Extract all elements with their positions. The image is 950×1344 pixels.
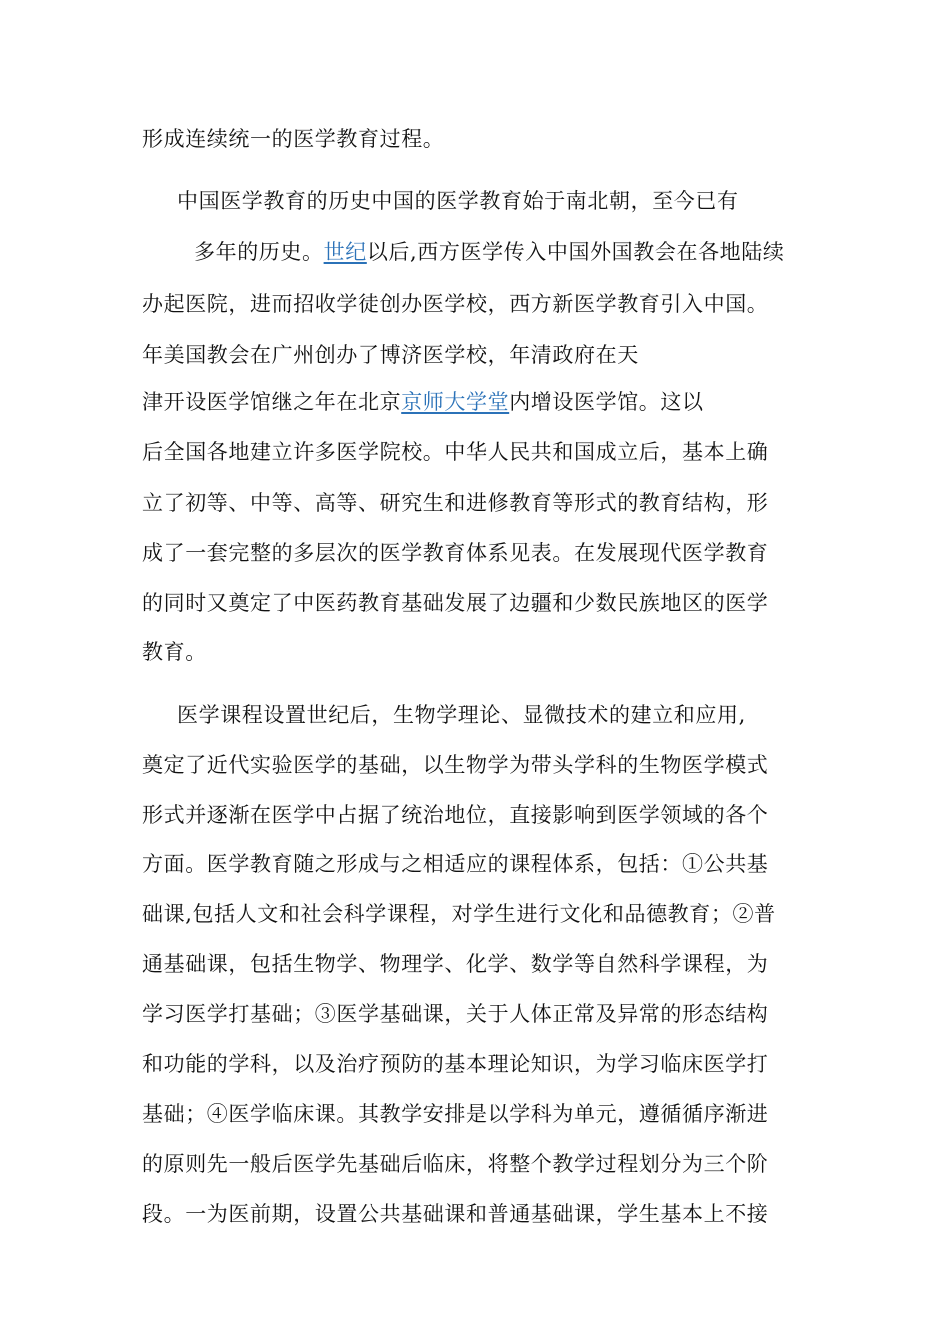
paragraph-2-line-2 [194, 238, 785, 266]
paragraph-2-line-5-text-b: 内增设医学馆。这以 [509, 390, 704, 414]
paragraph-3-line-7: 学习医学打基础；③医学基础课，关于人体正常及异常的形态结构 [142, 1002, 769, 1026]
paragraph-3-line-10: 的原则先一般后医学先基础后临床，将整个教学过程划分为三个阶 [142, 1152, 769, 1176]
paragraph-3-line-8: 和功能的学科，以及治疗预防的基本理论知识，为学习临床医学打 [142, 1052, 769, 1076]
paragraph-2-line-4: 年美国教会在广州创办了博济医学校，年清政府在天 [142, 343, 639, 367]
paragraph-3-line-6: 通基础课，包括生物学、物理学、化学、数学等自然科学课程，为 [142, 952, 769, 976]
paragraph-3-line-2: 奠定了近代实验医学的基础，以生物学为带头学科的生物医学模式 [142, 753, 769, 777]
paragraph-3-line-5: 础课,包括人文和社会科学课程，对学生进行文化和品德教育；②普 [142, 902, 776, 926]
link-century[interactable]: 世纪 [323, 240, 367, 264]
paragraph-2-line-2-text-b: 以后,西方医学传入中国外国教会在各地陆续 [366, 240, 785, 264]
paragraph-2-line-8: 成了一套完整的多层次的医学教育体系见表。在发展现代医学教育 [142, 541, 769, 565]
paragraph-2-line-10: 教育。 [142, 640, 207, 664]
paragraph-3-line-9: 基础；④医学临床课。其教学安排是以学科为单元，遵循循序渐进 [142, 1102, 769, 1126]
paragraph-2-line-2-text-a: 多年的历史。 [194, 240, 324, 264]
paragraph-3-line-11: 段。一为医前期，设置公共基础课和普通基础课，学生基本上不接 [142, 1202, 769, 1226]
paragraph-2-line-6: 后全国各地建立许多医学院校。中华人民共和国成立后，基本上确 [142, 440, 769, 464]
link-jingshi-university[interactable]: 京师大学堂 [401, 390, 510, 414]
paragraph-2-line-1: 中国医学教育的历史中国的医学教育始于南北朝，至今已有 [177, 189, 739, 213]
paragraph-2-line-5 [142, 388, 704, 416]
paragraph-3-line-1: 医学课程设置世纪后，生物学理论、显微技术的建立和应用, [177, 703, 746, 727]
paragraph-2-line-9: 的同时又奠定了中医药教育基础发展了边疆和少数民族地区的医学 [142, 591, 769, 615]
paragraph-2-line-7: 立了初等、中等、高等、研究生和进修教育等形式的教育结构，形 [142, 491, 769, 515]
paragraph-1-line-1: 形成连续统一的医学教育过程。 [142, 127, 445, 151]
paragraph-3-line-3: 形式并逐渐在医学中占据了统治地位，直接影响到医学领域的各个 [142, 803, 769, 827]
paragraph-2-line-5-text-a: 津开设医学馆继之年在北京 [142, 390, 402, 414]
paragraph-3-line-4: 方面。医学教育随之形成与之相适应的课程体系，包括：①公共基 [142, 852, 769, 876]
paragraph-2-line-3: 办起医院，进而招收学徒创办医学校，西方新医学教育引入中国。 [142, 292, 769, 316]
